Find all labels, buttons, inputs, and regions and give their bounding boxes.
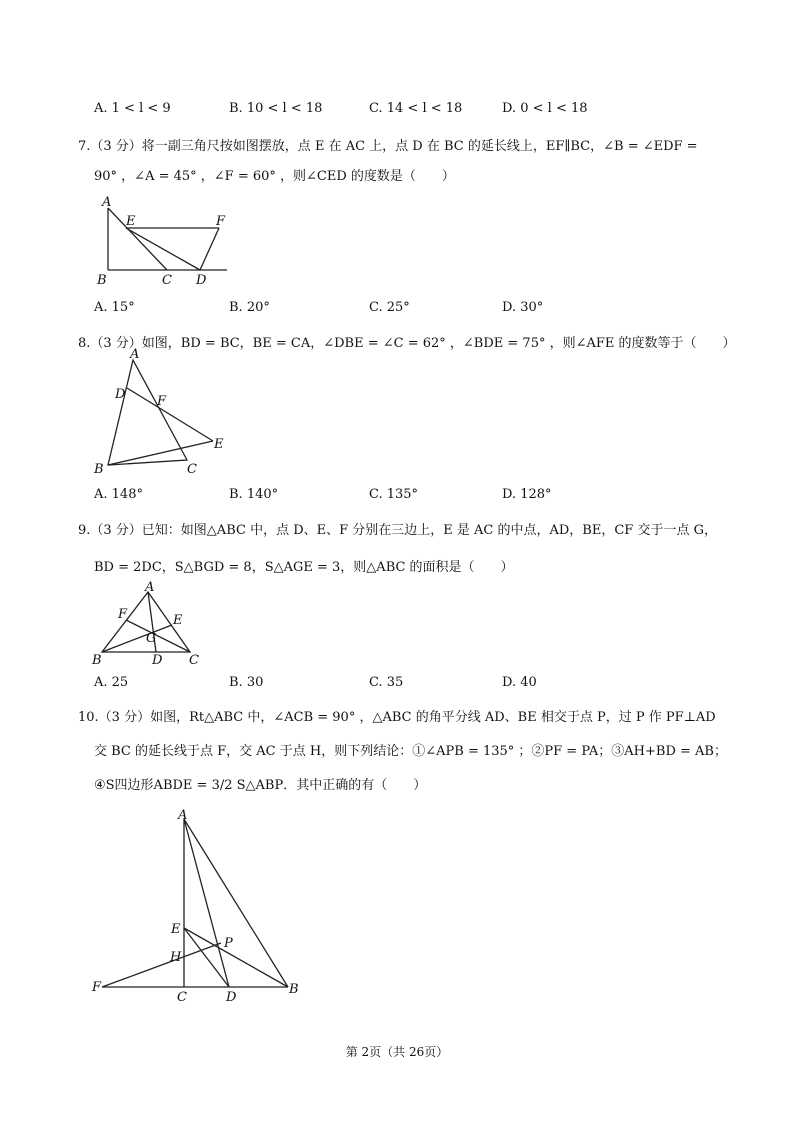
q9-label-b: B	[92, 653, 102, 668]
q10-label-e: E	[171, 922, 181, 937]
q10-label-b: B	[289, 982, 299, 997]
q9-figure	[90, 580, 205, 670]
q10-text-line1: 10.（3 分）如图，Rt△ABC 中，∠ACB = 90° ，△ABC 的角平分线 AD、BE 相交于点 P，过 P 作 PF⊥AD	[78, 710, 716, 725]
q10-label-h: H	[170, 950, 182, 965]
q10-label-d: D	[226, 990, 237, 1005]
q8-label-e: E	[214, 437, 224, 452]
q10-label-a: A	[178, 808, 188, 823]
q9-label-d: D	[152, 653, 163, 668]
q7-label-a: A	[102, 195, 112, 210]
q9-text-line2: BD = 2DC，S△BGD = 8，S△AGE = 3，则△ABC 的面积是（ ）	[94, 560, 514, 575]
q6-option-c: C. 14 < l < 18	[369, 101, 463, 116]
q10-label-p: P	[224, 936, 233, 951]
q7-option-c: C. 25°	[369, 300, 410, 315]
q8-figure	[90, 347, 240, 477]
q7-option-b: B. 20°	[229, 300, 270, 315]
q10-figure	[88, 805, 308, 1005]
q8-label-a: A	[130, 347, 140, 362]
q6-option-d: D. 0 < l < 18	[502, 101, 588, 116]
q7-label-d: D	[196, 273, 207, 288]
q9-label-g: G	[146, 631, 157, 646]
q9-label-a: A	[145, 580, 155, 595]
q7-text-line1: 7.（3 分）将一副三角尺按如图摆放，点 E 在 AC 上，点 D 在 BC 的延长线上，EF∥BC，∠B = ∠EDF =	[78, 139, 698, 154]
q9-option-d: D. 40	[502, 675, 537, 690]
q8-label-b: B	[94, 462, 104, 477]
q7-label-f: F	[216, 214, 226, 229]
q6-option-a: A. 1 < l < 9	[94, 101, 171, 116]
q9-option-c: C. 35	[369, 675, 404, 690]
q9-option-a: A. 25	[94, 675, 129, 690]
q7-option-a: A. 15°	[94, 300, 135, 315]
q7-label-c: C	[162, 273, 172, 288]
q7-option-d: D. 30°	[502, 300, 544, 315]
q8-label-c: C	[187, 462, 197, 477]
q7-text-line2: 90° ，∠A = 45° ，∠F = 60° ，则∠CED 的度数是（ ）	[94, 169, 455, 184]
q8-option-a: A. 148°	[94, 487, 143, 502]
q7-label-e: E	[126, 214, 136, 229]
q9-label-f: F	[118, 607, 128, 622]
q10-label-f: F	[92, 980, 102, 995]
q9-label-c: C	[189, 653, 199, 668]
q9-option-b: B. 30	[229, 675, 264, 690]
q10-text-line3: ④S四边形ABDE = 3/2 S△ABP．其中正确的有（ ）	[94, 778, 427, 793]
q8-label-f: F	[157, 394, 167, 409]
q8-option-b: B. 140°	[229, 487, 279, 502]
q10-text-line2: 交 BC 的延长线于点 F，交 AC 于点 H，则下列结论：①∠APB = 135° ；②PF = PA；③AH+BD = AB；	[94, 744, 727, 759]
q7-label-b: B	[97, 273, 107, 288]
q8-label-d: D	[115, 387, 126, 402]
q9-label-e: E	[173, 613, 183, 628]
q8-text-line1: 8.（3 分）如图，BD = BC，BE = CA，∠DBE = ∠C = 62° ，∠BDE = 75° ，则∠AFE 的度数等于（ ）	[78, 336, 736, 351]
q10-label-c: C	[177, 990, 187, 1005]
page-footer: 第 2页（共 26页）	[345, 1045, 449, 1059]
q9-text-line1: 9.（3 分）已知：如图△ABC 中，点 D、E、F 分别在三边上，E 是 AC 的中点，AD，BE，CF 交于一点 G，	[78, 523, 717, 538]
q8-option-c: C. 135°	[369, 487, 419, 502]
q7-figure	[94, 193, 234, 288]
q8-option-d: D. 128°	[502, 487, 552, 502]
q6-option-b: B. 10 < l < 18	[229, 101, 323, 116]
